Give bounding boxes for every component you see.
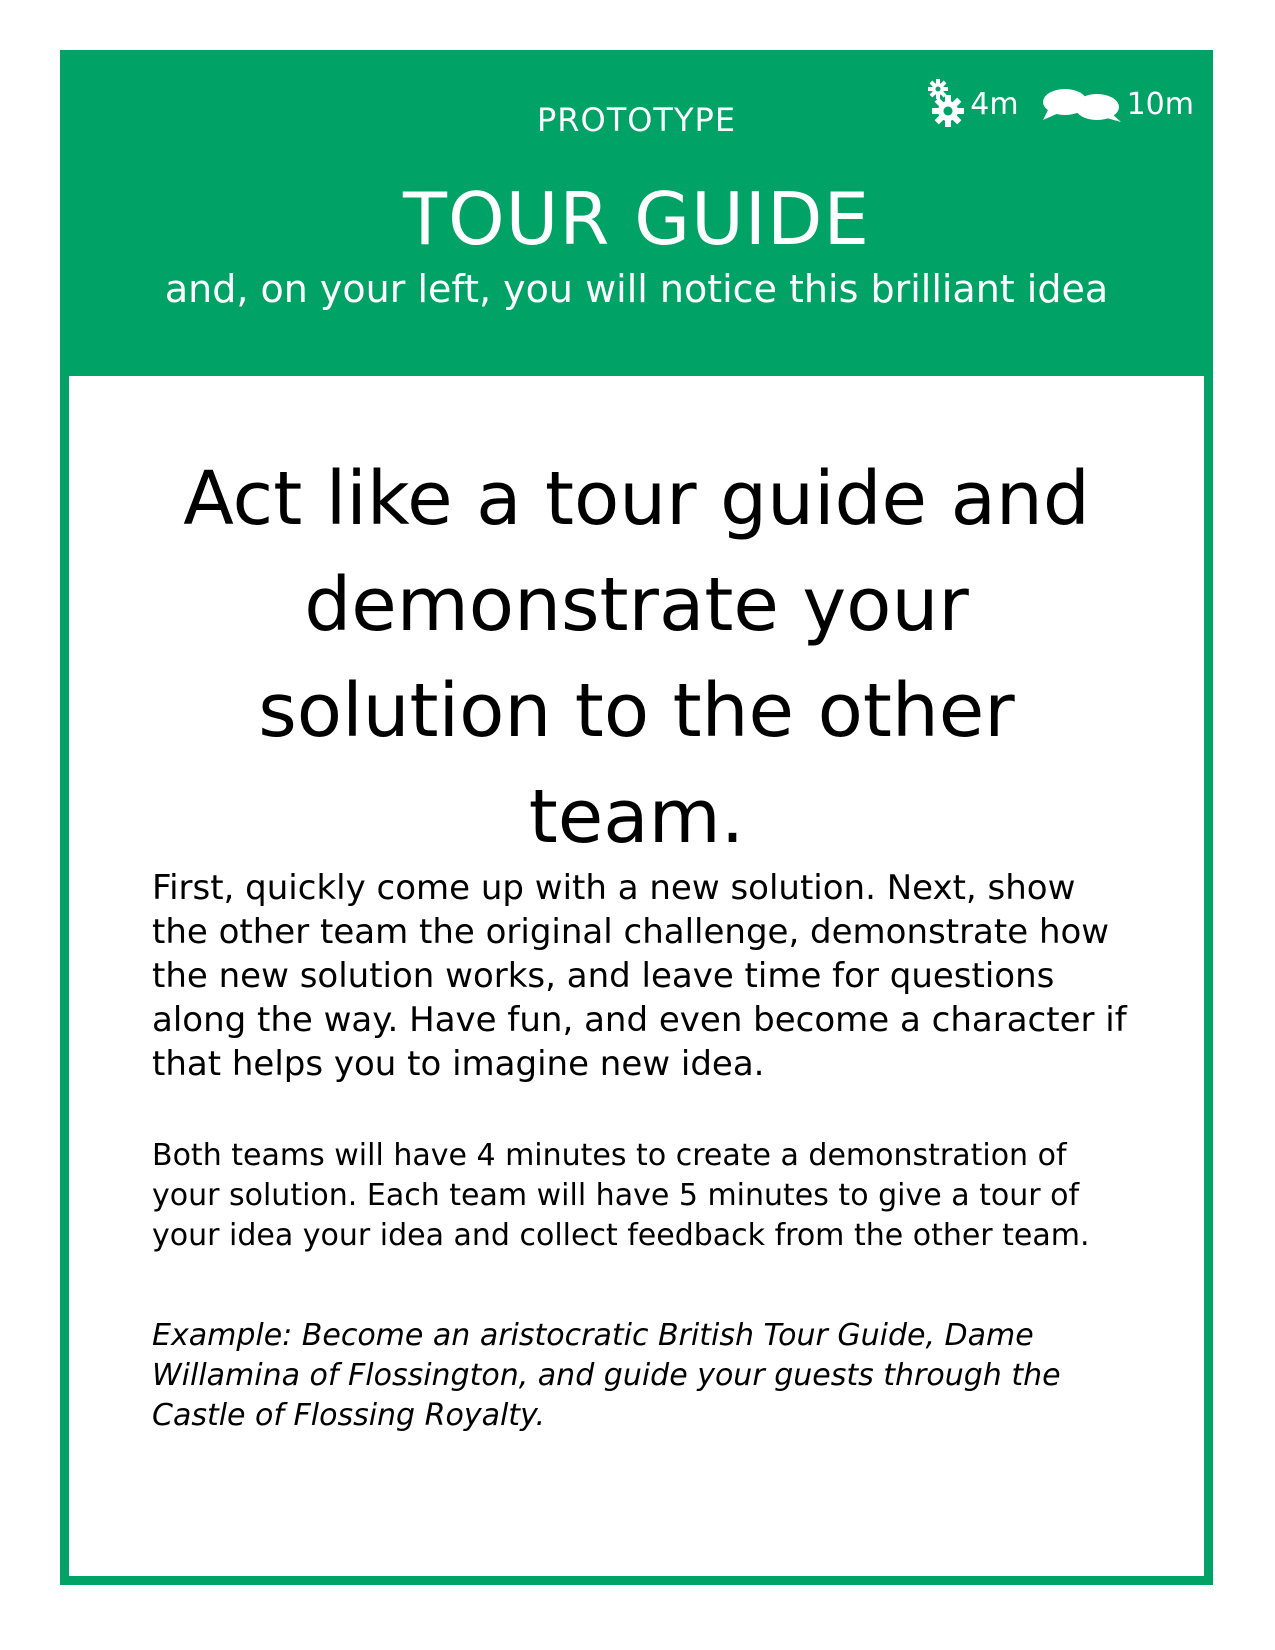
example-paragraph: Example: Become an aristocratic British Tour Guide, Dame Willamina of Flossington, and guide your guests through the Castle of Flossing Royalty.: [152, 1318, 1061, 1433]
demo-time-label: 10m: [1126, 86, 1194, 122]
card-subtitle: and, on your left, you will notice this brilliant idea: [164, 267, 1109, 311]
card-header: [69, 59, 1204, 376]
demo-time: [1041, 84, 1194, 124]
prep-time: [926, 79, 1018, 129]
activity-card: [60, 50, 1213, 1585]
card-body: [69, 376, 1204, 1576]
speech-bubbles-icon: [1041, 84, 1127, 124]
gears-icon: [926, 79, 970, 129]
instructions-paragraph: First, quickly come up with a new solution. Next, show the other team the original challenge, demonstrate how the new solution works, and leave time for questions along the way. Have fun, and even become a character if that helps you to imagine new idea.: [152, 868, 1127, 1084]
timing-paragraph: Both teams will have 4 minutes to create a demonstration of your solution. Each team will have 5 minutes to give a tour of your idea your idea and collect feedback from the other team.: [152, 1138, 1090, 1253]
card-category: PROTOTYPE: [536, 101, 737, 139]
card-title: TOUR GUIDE: [403, 177, 870, 261]
main-instruction: Act like a tour guide and demonstrate your solution to the other team.: [183, 456, 1090, 860]
timers: [904, 79, 1194, 129]
prep-time-label: 4m: [970, 86, 1019, 122]
